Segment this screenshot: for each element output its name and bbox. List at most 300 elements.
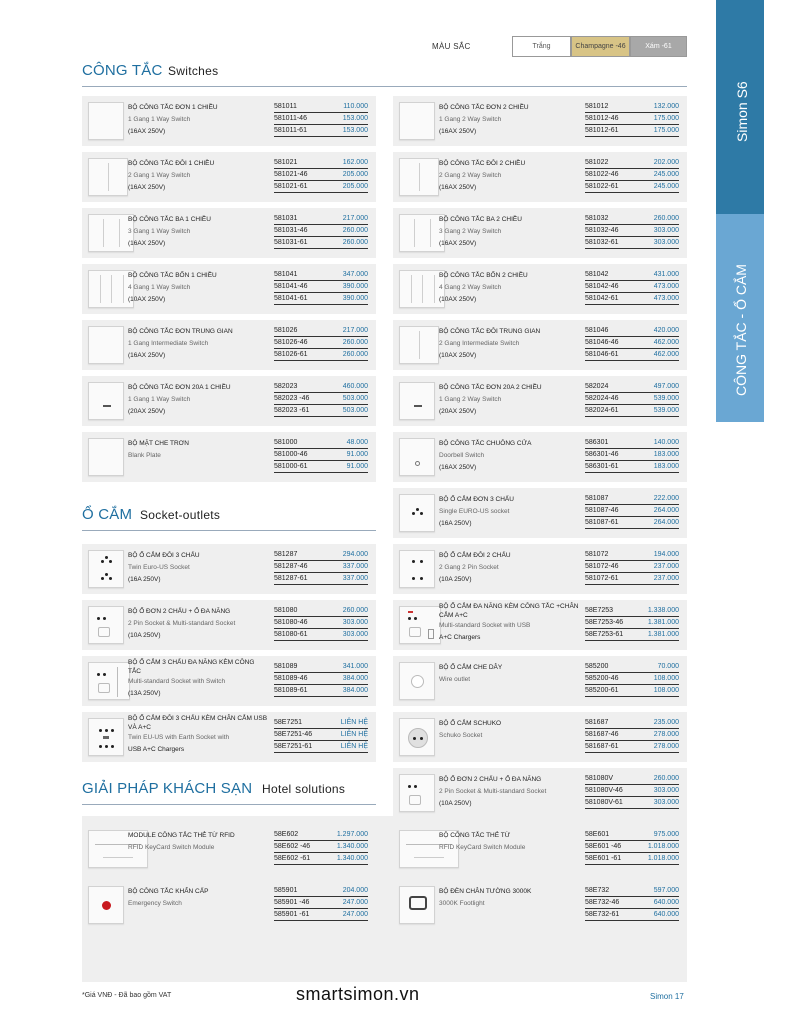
product-price-table	[585, 717, 679, 753]
price-row	[585, 461, 679, 473]
price-row	[274, 349, 368, 361]
product-price-table	[585, 437, 679, 473]
product-code: 581072-61	[585, 575, 619, 582]
price-row	[585, 741, 679, 753]
product-price: 237.000	[653, 575, 679, 582]
product-thumbnail	[399, 774, 435, 812]
product-thumbnail	[88, 606, 124, 644]
price-row	[585, 505, 679, 517]
product-card	[82, 824, 376, 874]
product-price: 341.000	[342, 663, 368, 670]
product-code: 581012-61	[585, 127, 619, 134]
price-row	[274, 437, 368, 449]
product-english-name: 4 Gang 1 Way Switch	[128, 284, 191, 291]
product-card	[393, 656, 687, 706]
price-row	[274, 661, 368, 673]
product-price-table	[274, 717, 368, 753]
section-title-hotel: GIẢI PHÁP KHÁCH SẠN	[82, 780, 253, 797]
sidebar-series	[716, 0, 764, 214]
product-english-name: Emergency Switch	[128, 900, 182, 907]
product-code: 581021-46	[274, 171, 308, 178]
product-code: 586301	[585, 439, 609, 446]
product-code: 581089-61	[274, 687, 308, 694]
product-price: 260.000	[342, 227, 368, 234]
product-price: 303.000	[342, 631, 368, 638]
product-name: BỘ CÔNG TẮC ĐÔI TRUNG GIAN	[439, 328, 541, 335]
product-code: 581287	[274, 551, 298, 558]
price-row	[274, 549, 368, 561]
product-code: 581021-61	[274, 183, 308, 190]
product-price-table	[585, 493, 679, 529]
product-price-table	[585, 661, 679, 697]
product-price: 194.000	[653, 551, 679, 558]
product-code: 582024-61	[585, 407, 619, 414]
product-english-name: 1 Gang 2 Way Switch	[439, 396, 502, 403]
product-card	[393, 544, 687, 594]
product-code: 581021	[274, 159, 298, 166]
product-english-name: 1 Gang Intermediate Switch	[128, 340, 209, 347]
product-spec: (16A 250V)	[439, 520, 472, 527]
product-code: 58E602 -61	[274, 855, 311, 862]
product-thumbnail	[399, 606, 441, 644]
product-code: 585901	[274, 887, 298, 894]
product-english-name: Multi-standard Socket with USB	[439, 622, 531, 629]
swatch-white: Trắng	[512, 36, 571, 57]
product-code: 581000	[274, 439, 298, 446]
product-price: 390.000	[342, 283, 368, 290]
product-name: BỘ Ổ ĐƠN 2 CHẤU + Ổ ĐA NĂNG	[439, 776, 542, 783]
price-row	[585, 517, 679, 529]
product-thumbnail	[88, 718, 124, 756]
product-name: BỘ Ổ ĐƠN 2 CHẤU + Ổ ĐA NĂNG	[128, 608, 231, 615]
product-code: 581022-61	[585, 183, 619, 190]
product-name: BỘ CÔNG TẮC ĐÔI 1 CHIỀU	[128, 160, 215, 167]
product-code: 58E602	[274, 831, 299, 838]
price-row	[585, 437, 679, 449]
page-number: Simon 17	[650, 992, 684, 1001]
product-price-table	[585, 325, 679, 361]
price-row	[274, 673, 368, 685]
divider	[82, 530, 376, 531]
product-english-name: 3 Gang 1 Way Switch	[128, 228, 191, 235]
product-card	[393, 824, 687, 874]
product-price: 162.000	[342, 159, 368, 166]
product-code: 581041-46	[274, 283, 308, 290]
price-row	[585, 113, 679, 125]
product-price: 217.000	[342, 327, 368, 334]
price-row	[274, 573, 368, 585]
product-english-name: 3 Gang 2 Way Switch	[439, 228, 502, 235]
product-price-table	[585, 381, 679, 417]
product-price: 245.000	[653, 171, 679, 178]
product-price: 503.000	[342, 407, 368, 414]
product-price: 217.000	[342, 215, 368, 222]
product-info	[128, 102, 218, 138]
product-spec: (20AX 250V)	[128, 408, 166, 415]
product-thumbnail	[399, 886, 435, 924]
price-row	[585, 573, 679, 585]
price-row	[274, 717, 368, 729]
section-title-switches: CÔNG TẮC	[82, 62, 163, 79]
price-row	[274, 269, 368, 281]
price-row	[585, 101, 679, 113]
product-card	[82, 544, 376, 594]
product-price: 205.000	[342, 171, 368, 178]
product-name: BỘ CÔNG TẮC ĐƠN TRUNG GIAN	[128, 328, 233, 335]
product-code: 581026-46	[274, 339, 308, 346]
product-spec: (10A 250V)	[128, 632, 161, 639]
product-thumbnail	[88, 438, 124, 476]
product-price-table	[274, 381, 368, 417]
color-label: MÀU SẮC	[432, 42, 471, 51]
product-thumbnail	[88, 326, 124, 364]
price-row	[585, 797, 679, 809]
series-label: Simon S6	[734, 81, 750, 142]
product-thumbnail	[88, 158, 128, 196]
product-code: 585901 -61	[274, 911, 310, 918]
product-price-table	[274, 829, 368, 865]
price-row	[585, 885, 679, 897]
product-price: 337.000	[342, 563, 368, 570]
price-row	[585, 381, 679, 393]
price-row	[274, 101, 368, 113]
price-row	[274, 729, 368, 741]
product-code: 581087	[585, 495, 609, 502]
product-price: 337.000	[342, 575, 368, 582]
product-thumbnail	[399, 382, 435, 420]
product-thumbnail	[399, 158, 439, 196]
product-price: 460.000	[342, 383, 368, 390]
product-code: 581080-46	[274, 619, 308, 626]
product-card	[82, 376, 376, 426]
product-price: 205.000	[342, 183, 368, 190]
price-row	[585, 449, 679, 461]
product-code: 582023	[274, 383, 298, 390]
product-code: 581031	[274, 215, 298, 222]
price-note: *Giá VNĐ - Đã bao gồm VAT	[82, 992, 172, 999]
product-code: 581026	[274, 327, 298, 334]
product-english-name: 2 Pin Socket & Multi-standard Socket	[128, 620, 236, 627]
product-card	[82, 656, 376, 706]
price-row	[274, 461, 368, 473]
product-code: 581011-61	[274, 127, 307, 134]
product-name: BỘ Ổ CẮM ĐƠN 3 CHẤU	[439, 496, 514, 503]
product-price: 264.000	[653, 519, 679, 526]
product-price: 1.018.000	[647, 855, 679, 862]
price-row	[585, 237, 679, 249]
product-code: 581042	[585, 271, 609, 278]
product-price-table	[585, 213, 679, 249]
product-price: 260.000	[342, 239, 368, 246]
product-spec: (16AX 250V)	[439, 464, 477, 471]
product-code: 58E732	[585, 887, 610, 894]
product-card	[393, 320, 687, 370]
price-row	[274, 449, 368, 461]
price-row	[274, 853, 368, 865]
product-name: BỘ Ổ CẮM ĐÔI 3 CHẤU	[128, 552, 200, 559]
product-price: 347.000	[342, 271, 368, 278]
product-code: 586301-61	[585, 463, 619, 470]
product-card	[393, 712, 687, 762]
product-code: 581011-46	[274, 115, 307, 122]
product-english-name: 2 Gang 1 Way Switch	[128, 172, 191, 179]
price-row	[274, 841, 368, 853]
price-row	[274, 561, 368, 573]
product-spec: (13A 250V)	[128, 690, 161, 697]
price-row	[585, 169, 679, 181]
product-price-table	[274, 269, 368, 305]
product-price-table	[585, 157, 679, 193]
product-info	[128, 438, 189, 462]
product-english-name: 1 Gang 1 Way Switch	[128, 396, 191, 403]
product-price-table	[274, 549, 368, 585]
product-code: 581000-46	[274, 451, 308, 458]
product-card	[393, 96, 687, 146]
product-price: 247.000	[342, 899, 368, 906]
product-name: BỘ Ổ CẮM 3 CHẤU ĐA NĂNG KÈM CÔNG TẮC	[128, 659, 255, 675]
product-english-name: Twin Euro-US Socket	[128, 564, 190, 571]
section-subtitle-hotel: Hotel solutions	[262, 782, 346, 796]
product-spec: (16AX 250V)	[439, 240, 477, 247]
price-row	[585, 561, 679, 573]
product-english-name: Blank Plate	[128, 452, 161, 459]
product-thumbnail	[399, 662, 435, 700]
price-row	[585, 293, 679, 305]
product-card	[82, 712, 376, 762]
product-code: 581080-61	[274, 631, 308, 638]
product-info	[128, 214, 211, 250]
product-name: BỘ CÔNG TẮC ĐÔI 2 CHIỀU	[439, 160, 526, 167]
product-card	[393, 600, 687, 650]
price-row	[274, 629, 368, 641]
section-subtitle-switches: Switches	[168, 64, 219, 78]
product-name: BỘ Ổ CẮM ĐA NĂNG KÈM CÔNG TẮC +CHÂN CẮM A+C	[439, 603, 579, 619]
product-thumbnail	[88, 662, 130, 700]
product-name: BỘ Ổ CẮM CHE DÂY	[439, 664, 503, 671]
product-code: 585200-46	[585, 675, 619, 682]
product-code: 58E732-46	[585, 899, 620, 906]
product-card	[82, 320, 376, 370]
product-code: 581080	[274, 607, 298, 614]
price-row	[274, 685, 368, 697]
product-thumbnail	[399, 494, 435, 532]
product-price: 260.000	[342, 351, 368, 358]
product-info	[128, 886, 208, 910]
product-info	[439, 494, 514, 530]
product-price: 153.000	[342, 115, 368, 122]
product-code: 581687	[585, 719, 609, 726]
product-info	[439, 830, 525, 854]
product-info	[128, 158, 214, 194]
product-english-name: 2 Gang 2 Way Switch	[439, 172, 502, 179]
product-price: 539.000	[653, 395, 679, 402]
product-price-table	[274, 213, 368, 249]
product-price-table	[585, 549, 679, 585]
price-row	[274, 293, 368, 305]
product-card	[393, 152, 687, 202]
product-info	[439, 214, 522, 250]
product-thumbnail	[88, 550, 124, 588]
product-price: 183.000	[653, 463, 679, 470]
product-card	[393, 432, 687, 482]
product-code: 581042-61	[585, 295, 619, 302]
product-english-name: Single EURO-US socket	[439, 508, 510, 515]
product-thumbnail	[88, 102, 124, 140]
product-card	[82, 208, 376, 258]
product-price: 497.000	[653, 383, 679, 390]
product-code: 581287-61	[274, 575, 308, 582]
product-info	[439, 270, 528, 306]
product-english-name: 2 Gang Intermediate Switch	[439, 340, 520, 347]
price-row	[274, 337, 368, 349]
price-row	[274, 605, 368, 617]
product-price: 260.000	[342, 339, 368, 346]
product-price: 278.000	[653, 743, 679, 750]
product-code: 581046	[585, 327, 609, 334]
price-row	[274, 113, 368, 125]
product-price: 640.000	[653, 899, 679, 906]
product-code: 581011	[274, 103, 297, 110]
product-spec: (16AX 250V)	[128, 240, 166, 247]
product-code: 586301-46	[585, 451, 619, 458]
product-code: 58E601	[585, 831, 610, 838]
product-code: 581087-61	[585, 519, 619, 526]
product-thumbnail	[399, 550, 435, 588]
price-row	[585, 405, 679, 417]
product-card	[393, 768, 687, 818]
product-name: BỘ ĐÈN CHÂN TƯỜNG 3000K	[439, 888, 532, 895]
swatch-champagne: Champagne -46	[571, 36, 630, 57]
product-info	[128, 606, 235, 642]
product-code: 581072	[585, 551, 609, 558]
product-code: 581687-61	[585, 743, 619, 750]
product-price: 247.000	[342, 911, 368, 918]
product-english-name: 2 Pin Socket & Multi-standard Socket	[439, 788, 547, 795]
product-spec: (16AX 250V)	[128, 352, 166, 359]
product-code: 581032	[585, 215, 609, 222]
brand-website: smartsimon.vn	[296, 984, 420, 1004]
product-name: BỘ CÔNG TẮC BỐN 1 CHIỀU	[128, 272, 217, 279]
product-price: 175.000	[653, 127, 679, 134]
product-info	[128, 714, 268, 756]
product-code: 58E601 -46	[585, 843, 622, 850]
divider	[82, 86, 687, 87]
product-english-name: 2 Gang 2 Pin Socket	[439, 564, 499, 571]
product-card	[82, 152, 376, 202]
product-code: 581080V-46	[585, 787, 623, 794]
product-code: 581032-61	[585, 239, 619, 246]
product-thumbnail	[88, 886, 124, 924]
product-code: 58E602 -46	[274, 843, 311, 850]
price-row	[585, 337, 679, 349]
product-price: 202.000	[653, 159, 679, 166]
product-info	[128, 550, 200, 586]
price-row	[585, 897, 679, 909]
product-code: 585200	[585, 663, 609, 670]
product-code: 581287-46	[274, 563, 308, 570]
product-code: 581041	[274, 271, 298, 278]
product-code: 581012-46	[585, 115, 619, 122]
product-name: MODULE CÔNG TẮC THẺ TỪ RFID	[128, 832, 235, 839]
product-price: 303.000	[653, 227, 679, 234]
price-row	[274, 169, 368, 181]
product-code: 58E732-61	[585, 911, 620, 918]
product-spec: (16A 250V)	[128, 576, 161, 583]
product-code: 581026-61	[274, 351, 308, 358]
product-name: BỘ Ổ CẮM SCHUKO	[439, 720, 502, 727]
product-english-name: 3000K Footlight	[439, 900, 485, 907]
product-price-table	[585, 605, 679, 641]
product-price-table	[274, 437, 368, 473]
price-row	[274, 405, 368, 417]
product-price: 503.000	[342, 395, 368, 402]
product-price: 132.000	[653, 103, 679, 110]
price-row	[585, 629, 679, 641]
product-price: 1.340.000	[336, 855, 368, 862]
product-info	[128, 382, 231, 418]
price-row	[274, 281, 368, 293]
product-price: 278.000	[653, 731, 679, 738]
product-code: 581000-61	[274, 463, 308, 470]
price-row	[585, 269, 679, 281]
product-english-name: 4 Gang 2 Way Switch	[439, 284, 502, 291]
product-thumbnail	[88, 382, 124, 420]
product-english-name: RFID KeyCard Switch Module	[128, 844, 215, 851]
product-info	[439, 102, 529, 138]
product-price: 384.000	[342, 675, 368, 682]
product-code: 581089-46	[274, 675, 308, 682]
product-info	[128, 270, 217, 306]
product-price: 110.000	[343, 103, 368, 110]
product-price-table	[274, 157, 368, 193]
product-spec: (16AX 250V)	[128, 128, 166, 135]
product-info	[128, 326, 233, 362]
product-spec: (16AX 250V)	[128, 184, 166, 191]
product-code: 582024-46	[585, 395, 619, 402]
product-price: 70.000	[657, 663, 679, 670]
product-card	[82, 600, 376, 650]
product-card	[393, 488, 687, 538]
product-code: 58E7253-61	[585, 631, 624, 638]
category-label: CÔNG TẮC - Ổ CẮM	[733, 264, 749, 396]
product-name: BỘ CÔNG TẮC CHUÔNG CỬA	[439, 440, 532, 447]
product-spec: (10AX 250V)	[439, 296, 477, 303]
product-price: 1.018.000	[647, 843, 679, 850]
price-row	[274, 225, 368, 237]
product-name: BỘ CÔNG TẮC BỐN 2 CHIỀU	[439, 272, 528, 279]
product-price: 303.000	[653, 239, 679, 246]
product-code: 582023 -46	[274, 395, 310, 402]
product-price-table	[585, 773, 679, 809]
price-row	[585, 909, 679, 921]
product-price: 303.000	[342, 619, 368, 626]
product-code: 581046-46	[585, 339, 619, 346]
price-row	[274, 125, 368, 137]
price-row	[585, 829, 679, 841]
price-row	[585, 773, 679, 785]
product-english-name: RFID KeyCard Switch Module	[439, 844, 526, 851]
section-subtitle-sockets: Socket-outlets	[140, 508, 221, 522]
product-card	[82, 880, 376, 930]
product-name: BỘ CÔNG TẮC THẺ TỪ	[439, 832, 511, 839]
price-row	[585, 125, 679, 137]
sidebar-category	[716, 214, 764, 422]
product-price: 473.000	[653, 283, 679, 290]
product-price: LIÊN HỆ	[340, 719, 368, 726]
product-code: 581087-46	[585, 507, 619, 514]
product-code: 581046-61	[585, 351, 619, 358]
product-code: 581032-46	[585, 227, 619, 234]
